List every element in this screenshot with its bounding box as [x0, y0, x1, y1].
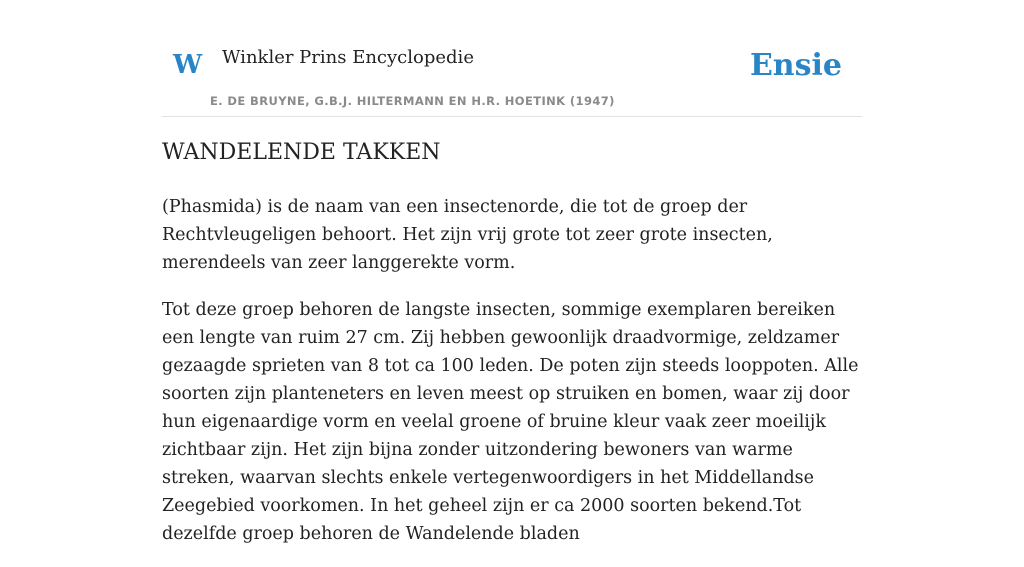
- source-header: [162, 40, 862, 117]
- source-title[interactable]: Winkler Prins Encyclopedie: [222, 47, 474, 68]
- article-paragraph: (Phasmida) is de naam van een insectenorde, die tot de groep der Rechtvleugeligen behoort. Het zijn vrij grote tot zeer grote insecten, merendeels van zeer langgerekte vorm.: [162, 197, 773, 273]
- article-title: WANDELENDE TAKKEN: [162, 140, 441, 165]
- ensie-logo[interactable]: Ensie: [749, 48, 842, 83]
- winkler-prins-logo[interactable]: W: [173, 50, 203, 80]
- source-authors: E. DE BRUYNE, G.B.J. HILTERMANN EN H.R. HOETINK (1947): [210, 94, 615, 108]
- article-paragraph: Tot deze groep behoren de langste insecten, sommige exemplaren bereiken een lengte van ruim 27 cm. Zij hebben gewoonlijk draadvormige, zeldzamer gezaagde sprieten van 8 tot ca 100 leden. De poten zijn steeds looppoten. Alle soorten zijn planteneters en leven meest op struiken en bomen, waar zij door hun eigenaardige vorm en veelal groene of bruine kleur vaak zeer moeilijk zichtbaar zijn. Het zijn bijna zonder uitzondering bewoners van warme streken, waarvan slechts enkele vertegenwoordigers in het Middellandse Zeegebied voorkomen. In het geheel zijn er ca 2000 soorten bekend.Tot dezelfde groep behoren de Wandelende bladen: [162, 300, 859, 544]
- article-body: [162, 193, 864, 567]
